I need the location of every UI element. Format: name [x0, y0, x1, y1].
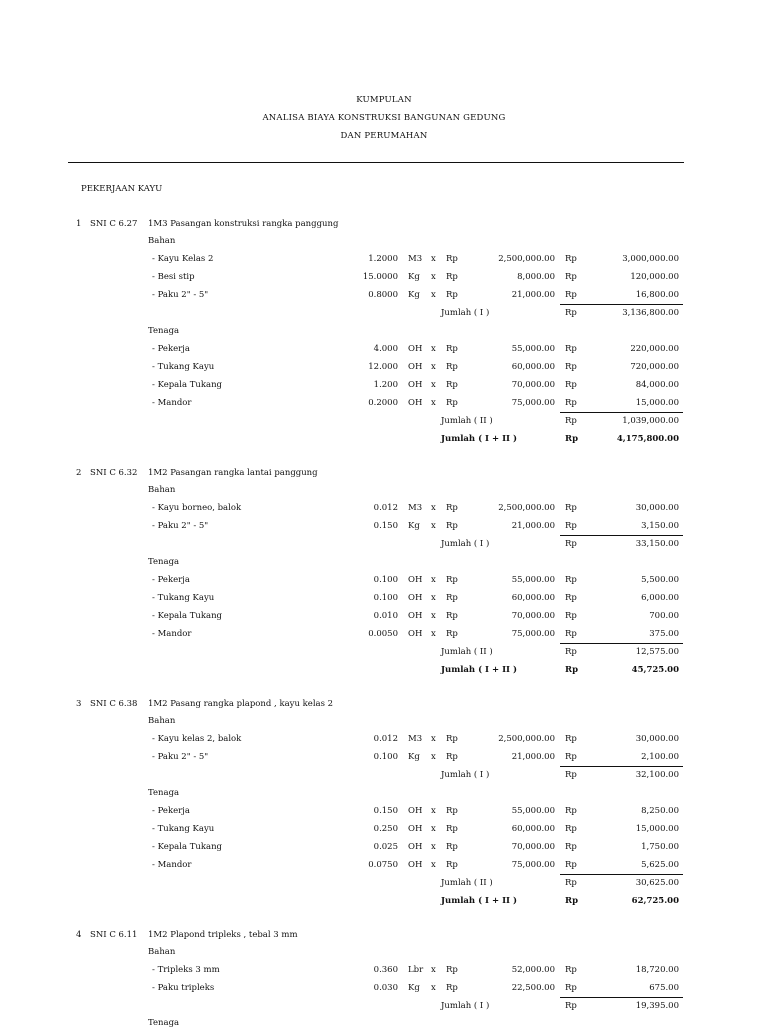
bahan-row-unit: Kg [408, 752, 420, 762]
tenaga-row-rp-price: Rp [446, 629, 458, 639]
bahan-row-unit: M3 [408, 503, 423, 513]
header-line-2: ANALISA BIAYA KONSTRUKSI BANGUNAN GEDUNG [262, 113, 506, 123]
jumlah-1-label: Jumlah ( I ) [441, 770, 490, 780]
bahan-row-total: 3,000,000.00 [622, 254, 679, 264]
bahan-row-name: - Tripleks 3 mm [152, 965, 220, 975]
subtotal-rule [560, 412, 683, 413]
tenaga-row-rp-price: Rp [446, 842, 458, 852]
subtotal-rule [560, 874, 683, 875]
header-line-3: DAN PERUMAHAN [340, 131, 428, 141]
bahan-row-coef: 15.0000 [362, 272, 398, 282]
jumlah-2-rp: Rp [565, 647, 577, 657]
jumlah-1-rp: Rp [565, 539, 577, 549]
bahan-row-coef: 1.2000 [368, 254, 398, 264]
jumlah-2-value: 1,039,000.00 [622, 416, 679, 426]
tenaga-row-coef: 0.250 [373, 824, 398, 834]
bahan-row-price: 21,000.00 [511, 752, 555, 762]
bahan-row-unit: Kg [408, 983, 420, 993]
tenaga-row-coef: 0.150 [373, 806, 398, 816]
jumlah-total-label: Jumlah ( I + II ) [441, 434, 518, 444]
tenaga-row-rp-price: Rp [446, 824, 458, 834]
bahan-row-total: 18,720.00 [635, 965, 679, 975]
bahan-row-rp-total: Rp [565, 734, 577, 744]
tenaga-row-total: 8,250.00 [641, 806, 679, 816]
jumlah-2-value: 30,625.00 [635, 878, 679, 888]
tenaga-row-total: 700.00 [649, 611, 679, 621]
tenaga-row-rp-price: Rp [446, 593, 458, 603]
bahan-row-rp-total: Rp [565, 290, 577, 300]
bahan-row-rp-price: Rp [446, 983, 458, 993]
bahan-row-name: - Paku 2" - 5" [152, 752, 209, 762]
subtotal-rule [560, 535, 683, 536]
bahan-row-x: x [431, 254, 436, 264]
bahan-row-unit: Kg [408, 272, 420, 282]
jumlah-total-rp: Rp [565, 665, 579, 675]
bahan-row-rp-price: Rp [446, 272, 458, 282]
tenaga-row-total: 220,000.00 [630, 344, 679, 354]
bahan-row-x: x [431, 290, 436, 300]
tenaga-row-total: 5,500.00 [641, 575, 679, 585]
item-number: 2 [76, 468, 82, 478]
bahan-row-rp-total: Rp [565, 503, 577, 513]
bahan-row-rp-price: Rp [446, 734, 458, 744]
bahan-row-x: x [431, 734, 436, 744]
bahan-row-price: 2,500,000.00 [498, 734, 555, 744]
tenaga-row-x: x [431, 842, 436, 852]
tenaga-label: Tenaga [148, 1018, 180, 1028]
bahan-row-unit: Lbr [408, 965, 424, 975]
tenaga-row-rp-price: Rp [446, 575, 458, 585]
bahan-row-price: 21,000.00 [511, 290, 555, 300]
bahan-row-unit: Kg [408, 521, 420, 531]
tenaga-row-x: x [431, 806, 436, 816]
jumlah-total-value: 4,175,800.00 [616, 434, 679, 444]
section-title: PEKERJAAN KAYU [81, 184, 163, 194]
bahan-row-rp-total: Rp [565, 521, 577, 531]
bahan-row-rp-total: Rp [565, 752, 577, 762]
subtotal-rule [560, 643, 683, 644]
tenaga-row-name: - Kepala Tukang [152, 611, 223, 621]
tenaga-row-rp-total: Rp [565, 398, 577, 408]
subtotal-rule [560, 304, 683, 305]
tenaga-row-x: x [431, 593, 436, 603]
tenaga-row-unit: OH [408, 611, 423, 621]
bahan-row-unit: Kg [408, 290, 420, 300]
bahan-row-price: 8,000.00 [517, 272, 555, 282]
bahan-row-x: x [431, 272, 436, 282]
bahan-row-total: 30,000.00 [635, 503, 679, 513]
tenaga-row-coef: 0.010 [373, 611, 398, 621]
tenaga-row-name: - Tukang Kayu [152, 362, 215, 372]
tenaga-row-total: 375.00 [649, 629, 679, 639]
jumlah-total-rp: Rp [565, 434, 579, 444]
tenaga-label: Tenaga [148, 326, 180, 336]
bahan-row-unit: M3 [408, 734, 423, 744]
tenaga-row-name: - Kepala Tukang [152, 380, 223, 390]
jumlah-2-label: Jumlah ( II ) [441, 878, 493, 888]
jumlah-total-label: Jumlah ( I + II ) [441, 896, 518, 906]
jumlah-1-label: Jumlah ( I ) [441, 539, 490, 549]
bahan-row-total: 120,000.00 [630, 272, 679, 282]
tenaga-row-unit: OH [408, 593, 423, 603]
bahan-row-rp-total: Rp [565, 254, 577, 264]
bahan-row-price: 52,000.00 [511, 965, 555, 975]
tenaga-row-total: 720,000.00 [630, 362, 679, 372]
tenaga-row-coef: 0.2000 [368, 398, 398, 408]
tenaga-row-x: x [431, 344, 436, 354]
bahan-row-name: - Paku 2" - 5" [152, 521, 209, 531]
tenaga-row-rp-total: Rp [565, 860, 577, 870]
tenaga-row-price: 60,000.00 [511, 362, 555, 372]
jumlah-1-rp: Rp [565, 770, 577, 780]
bahan-row-rp-price: Rp [446, 503, 458, 513]
bahan-row-x: x [431, 965, 436, 975]
tenaga-row-rp-total: Rp [565, 611, 577, 621]
jumlah-1-label: Jumlah ( I ) [441, 308, 490, 318]
bahan-row-price: 2,500,000.00 [498, 254, 555, 264]
tenaga-row-price: 70,000.00 [511, 380, 555, 390]
item-title: 1M2 Pasang rangka plapond , kayu kelas 2 [148, 699, 334, 709]
tenaga-row-x: x [431, 611, 436, 621]
tenaga-row-coef: 0.0050 [368, 629, 398, 639]
bahan-row-coef: 0.100 [373, 752, 398, 762]
tenaga-row-rp-total: Rp [565, 362, 577, 372]
tenaga-row-rp-price: Rp [446, 398, 458, 408]
tenaga-row-coef: 0.0750 [368, 860, 398, 870]
tenaga-row-total: 6,000.00 [641, 593, 679, 603]
tenaga-row-coef: 0.100 [373, 593, 398, 603]
subtotal-rule [560, 997, 683, 998]
tenaga-row-price: 55,000.00 [511, 575, 555, 585]
bahan-row-price: 2,500,000.00 [498, 503, 555, 513]
tenaga-row-unit: OH [408, 860, 423, 870]
tenaga-row-price: 75,000.00 [511, 860, 555, 870]
jumlah-total-value: 62,725.00 [631, 896, 679, 906]
tenaga-row-rp-price: Rp [446, 806, 458, 816]
tenaga-row-unit: OH [408, 824, 423, 834]
tenaga-row-x: x [431, 824, 436, 834]
jumlah-2-rp: Rp [565, 416, 577, 426]
item-title: 1M2 Plapond tripleks , tebal 3 mm [148, 930, 298, 940]
jumlah-2-label: Jumlah ( II ) [441, 647, 493, 657]
tenaga-row-x: x [431, 860, 436, 870]
tenaga-row-rp-price: Rp [446, 344, 458, 354]
header-line-1: KUMPULAN [356, 95, 412, 105]
bahan-row-name: - Paku tripleks [152, 983, 215, 993]
jumlah-1-value: 3,136,800.00 [622, 308, 679, 318]
tenaga-row-unit: OH [408, 575, 423, 585]
bahan-row-rp-total: Rp [565, 272, 577, 282]
bahan-row-price: 22,500.00 [511, 983, 555, 993]
tenaga-row-name: - Kepala Tukang [152, 842, 223, 852]
item-code: SNI C 6.11 [90, 930, 138, 940]
bahan-row-coef: 0.8000 [368, 290, 398, 300]
tenaga-row-rp-total: Rp [565, 593, 577, 603]
header-divider [68, 162, 684, 163]
bahan-label: Bahan [148, 236, 176, 246]
tenaga-row-price: 70,000.00 [511, 842, 555, 852]
tenaga-row-name: - Tukang Kayu [152, 824, 215, 834]
bahan-row-rp-total: Rp [565, 965, 577, 975]
jumlah-total-rp: Rp [565, 896, 579, 906]
bahan-row-total: 16,800.00 [635, 290, 679, 300]
tenaga-row-price: 70,000.00 [511, 611, 555, 621]
tenaga-row-rp-total: Rp [565, 629, 577, 639]
jumlah-1-rp: Rp [565, 308, 577, 318]
jumlah-1-label: Jumlah ( I ) [441, 1001, 490, 1011]
tenaga-row-name: - Tukang Kayu [152, 593, 215, 603]
tenaga-row-total: 1,750.00 [641, 842, 679, 852]
tenaga-row-rp-total: Rp [565, 344, 577, 354]
bahan-row-total: 675.00 [649, 983, 679, 993]
tenaga-row-rp-price: Rp [446, 860, 458, 870]
item-code: SNI C 6.32 [90, 468, 138, 478]
bahan-row-name: - Kayu kelas 2, balok [152, 734, 242, 744]
tenaga-row-unit: OH [408, 842, 423, 852]
tenaga-row-unit: OH [408, 344, 423, 354]
tenaga-row-total: 15,000.00 [635, 398, 679, 408]
tenaga-row-price: 60,000.00 [511, 824, 555, 834]
tenaga-row-x: x [431, 380, 436, 390]
tenaga-row-coef: 1.200 [373, 380, 398, 390]
jumlah-1-value: 19,395.00 [635, 1001, 679, 1011]
bahan-row-coef: 0.030 [373, 983, 398, 993]
bahan-row-coef: 0.360 [373, 965, 398, 975]
item-title: 1M3 Pasangan konstruksi rangka panggung [148, 219, 339, 229]
item-title: 1M2 Pasangan rangka lantai panggung [148, 468, 318, 478]
bahan-label: Bahan [148, 716, 176, 726]
tenaga-row-price: 55,000.00 [511, 344, 555, 354]
tenaga-row-price: 55,000.00 [511, 806, 555, 816]
tenaga-row-name: - Pekerja [152, 344, 190, 354]
tenaga-row-name: - Mandor [152, 398, 192, 408]
bahan-row-x: x [431, 983, 436, 993]
tenaga-row-price: 60,000.00 [511, 593, 555, 603]
tenaga-row-unit: OH [408, 380, 423, 390]
tenaga-row-total: 15,000.00 [635, 824, 679, 834]
bahan-row-rp-price: Rp [446, 254, 458, 264]
jumlah-total-label: Jumlah ( I + II ) [441, 665, 518, 675]
tenaga-row-name: - Mandor [152, 629, 192, 639]
jumlah-2-rp: Rp [565, 878, 577, 888]
item-number: 3 [76, 699, 82, 709]
tenaga-row-rp-total: Rp [565, 380, 577, 390]
tenaga-row-unit: OH [408, 362, 423, 372]
jumlah-1-value: 32,100.00 [635, 770, 679, 780]
tenaga-row-rp-total: Rp [565, 806, 577, 816]
bahan-row-coef: 0.012 [373, 503, 398, 513]
tenaga-row-unit: OH [408, 806, 423, 816]
tenaga-row-x: x [431, 398, 436, 408]
bahan-row-coef: 0.150 [373, 521, 398, 531]
tenaga-row-rp-price: Rp [446, 611, 458, 621]
tenaga-row-coef: 12.000 [368, 362, 398, 372]
tenaga-row-coef: 4.000 [373, 344, 398, 354]
bahan-row-rp-price: Rp [446, 521, 458, 531]
tenaga-label: Tenaga [148, 557, 180, 567]
item-number: 1 [76, 219, 82, 229]
tenaga-row-unit: OH [408, 629, 423, 639]
tenaga-row-x: x [431, 575, 436, 585]
bahan-row-price: 21,000.00 [511, 521, 555, 531]
bahan-row-x: x [431, 752, 436, 762]
tenaga-row-rp-total: Rp [565, 842, 577, 852]
tenaga-row-name: - Mandor [152, 860, 192, 870]
item-number: 4 [76, 930, 82, 940]
bahan-label: Bahan [148, 947, 176, 957]
tenaga-row-total: 84,000.00 [635, 380, 679, 390]
subtotal-rule [560, 766, 683, 767]
bahan-row-x: x [431, 503, 436, 513]
jumlah-2-label: Jumlah ( II ) [441, 416, 493, 426]
bahan-row-name: - Paku 2" - 5" [152, 290, 209, 300]
jumlah-2-value: 12,575.00 [635, 647, 679, 657]
bahan-row-name: - Kayu borneo, balok [152, 503, 242, 513]
tenaga-row-rp-total: Rp [565, 824, 577, 834]
bahan-row-name: - Kayu Kelas 2 [152, 254, 214, 264]
jumlah-1-rp: Rp [565, 1001, 577, 1011]
tenaga-row-coef: 0.025 [373, 842, 398, 852]
tenaga-row-x: x [431, 629, 436, 639]
tenaga-row-x: x [431, 362, 436, 372]
bahan-label: Bahan [148, 485, 176, 495]
item-code: SNI C 6.27 [90, 219, 138, 229]
bahan-row-total: 30,000.00 [635, 734, 679, 744]
bahan-row-total: 3,150.00 [641, 521, 679, 531]
tenaga-row-coef: 0.100 [373, 575, 398, 585]
bahan-row-name: - Besi stip [152, 272, 195, 282]
tenaga-row-total: 5,625.00 [641, 860, 679, 870]
bahan-row-rp-price: Rp [446, 752, 458, 762]
bahan-row-x: x [431, 521, 436, 531]
tenaga-row-name: - Pekerja [152, 575, 190, 585]
item-code: SNI C 6.38 [90, 699, 138, 709]
tenaga-label: Tenaga [148, 788, 180, 798]
bahan-row-rp-total: Rp [565, 983, 577, 993]
jumlah-1-value: 33,150.00 [635, 539, 679, 549]
bahan-row-total: 2,100.00 [641, 752, 679, 762]
tenaga-row-unit: OH [408, 398, 423, 408]
bahan-row-coef: 0.012 [373, 734, 398, 744]
bahan-row-rp-price: Rp [446, 290, 458, 300]
bahan-row-rp-price: Rp [446, 965, 458, 975]
bahan-row-unit: M3 [408, 254, 423, 264]
jumlah-total-value: 45,725.00 [631, 665, 679, 675]
tenaga-row-name: - Pekerja [152, 806, 190, 816]
tenaga-row-price: 75,000.00 [511, 629, 555, 639]
tenaga-row-rp-price: Rp [446, 362, 458, 372]
tenaga-row-rp-total: Rp [565, 575, 577, 585]
tenaga-row-rp-price: Rp [446, 380, 458, 390]
tenaga-row-price: 75,000.00 [511, 398, 555, 408]
